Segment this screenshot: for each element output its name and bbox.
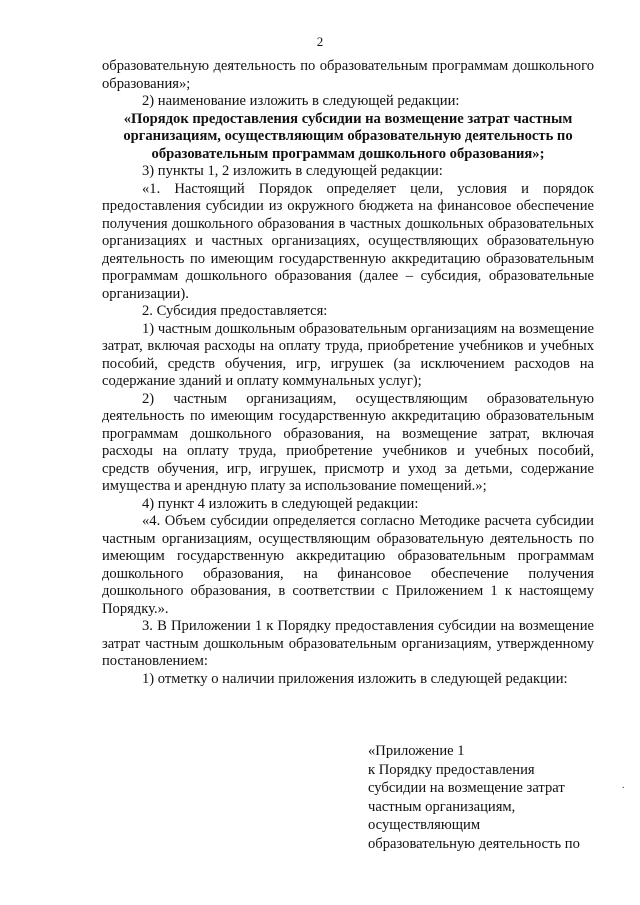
paragraph: образовательную деятельность по образовательным программам дошкольного образования»; [102,58,594,92]
paragraph: 1) частным дошкольным образовательным организациям на возмещение затрат, включая расходы на оплату труда, приобретение учебников и учебных пособий, средств обучения, игр, игрушек (за исключением расходов на содержание зданий и оплату коммунальных услуг); [102,320,594,389]
annex-line: субсидии на возмещение затрат [368,780,565,796]
paragraph: 2) частным организациям, осуществляющим образовательную деятельность по имеющим государственную аккредитацию образовательным программам дошкольного образования, на возмещение затрат, включая расходы на оплату труда, приобретение учебников и учебных пособий, средств обучения, игр, игрушек, присмотр и уход за детьми, содержание имущества и арендную плату за использование помещений.»; [102,390,594,494]
paragraph: 4) пункт 4 изложить в следующей редакции: [142,495,419,512]
document-body [102,58,594,688]
paragraph: «4. Объем субсидии определяется согласно Методике расчета субсидии частным организациям, осуществляющим образовательную деятельность по имеющим государственную аккредитацию образовательным программам дошкольного образования, на финансовое обеспечение получения дошкольного образования, в соответствии с Приложением 1 к настоящему Порядку.». [102,513,594,617]
annex-line: частным организациям, [368,798,516,815]
document-title: «Порядок предоставления субсидии на возмещение затрат частным организациям, осуществляющим образовательную деятельность по образовательным программам дошкольного образования»; [123,110,573,162]
paragraph: 1) отметку о наличии приложения изложить в следующей редакции: [142,670,568,687]
annex-line: «Приложение 1 [368,743,465,759]
annex-line: к Порядку предоставления [368,761,535,778]
annex-reference-block [368,742,598,853]
paragraph: 3) пункты 1, 2 изложить в следующей редакции: [142,163,443,179]
margin-mark: . [622,780,625,791]
paragraph: 2. Субсидия предоставляется: [142,303,328,319]
page-number: 2 [316,34,324,49]
annex-line: осуществляющим [368,817,481,833]
paragraph: «1. Настоящий Порядок определяет цели, условия и порядок предоставления субсидии из окружного бюджета на финансовое обеспечение получения дошкольного образования в частных дошкольных образовательных организациях и частных организациях, осуществляющих образовательную деятельность по имеющим государственную аккредитацию образовательным программам дошкольного образования (далее – субсидия, образовательные организации). [102,180,594,302]
annex-line: образовательную деятельность по [368,835,580,852]
paragraph: 2) наименование изложить в следующей редакции: [142,93,460,109]
paragraph: 3. В Приложении 1 к Порядку предоставления субсидии на возмещение затрат частным дошкольным образовательным организациям, утвержденному постановлением: [102,618,594,669]
